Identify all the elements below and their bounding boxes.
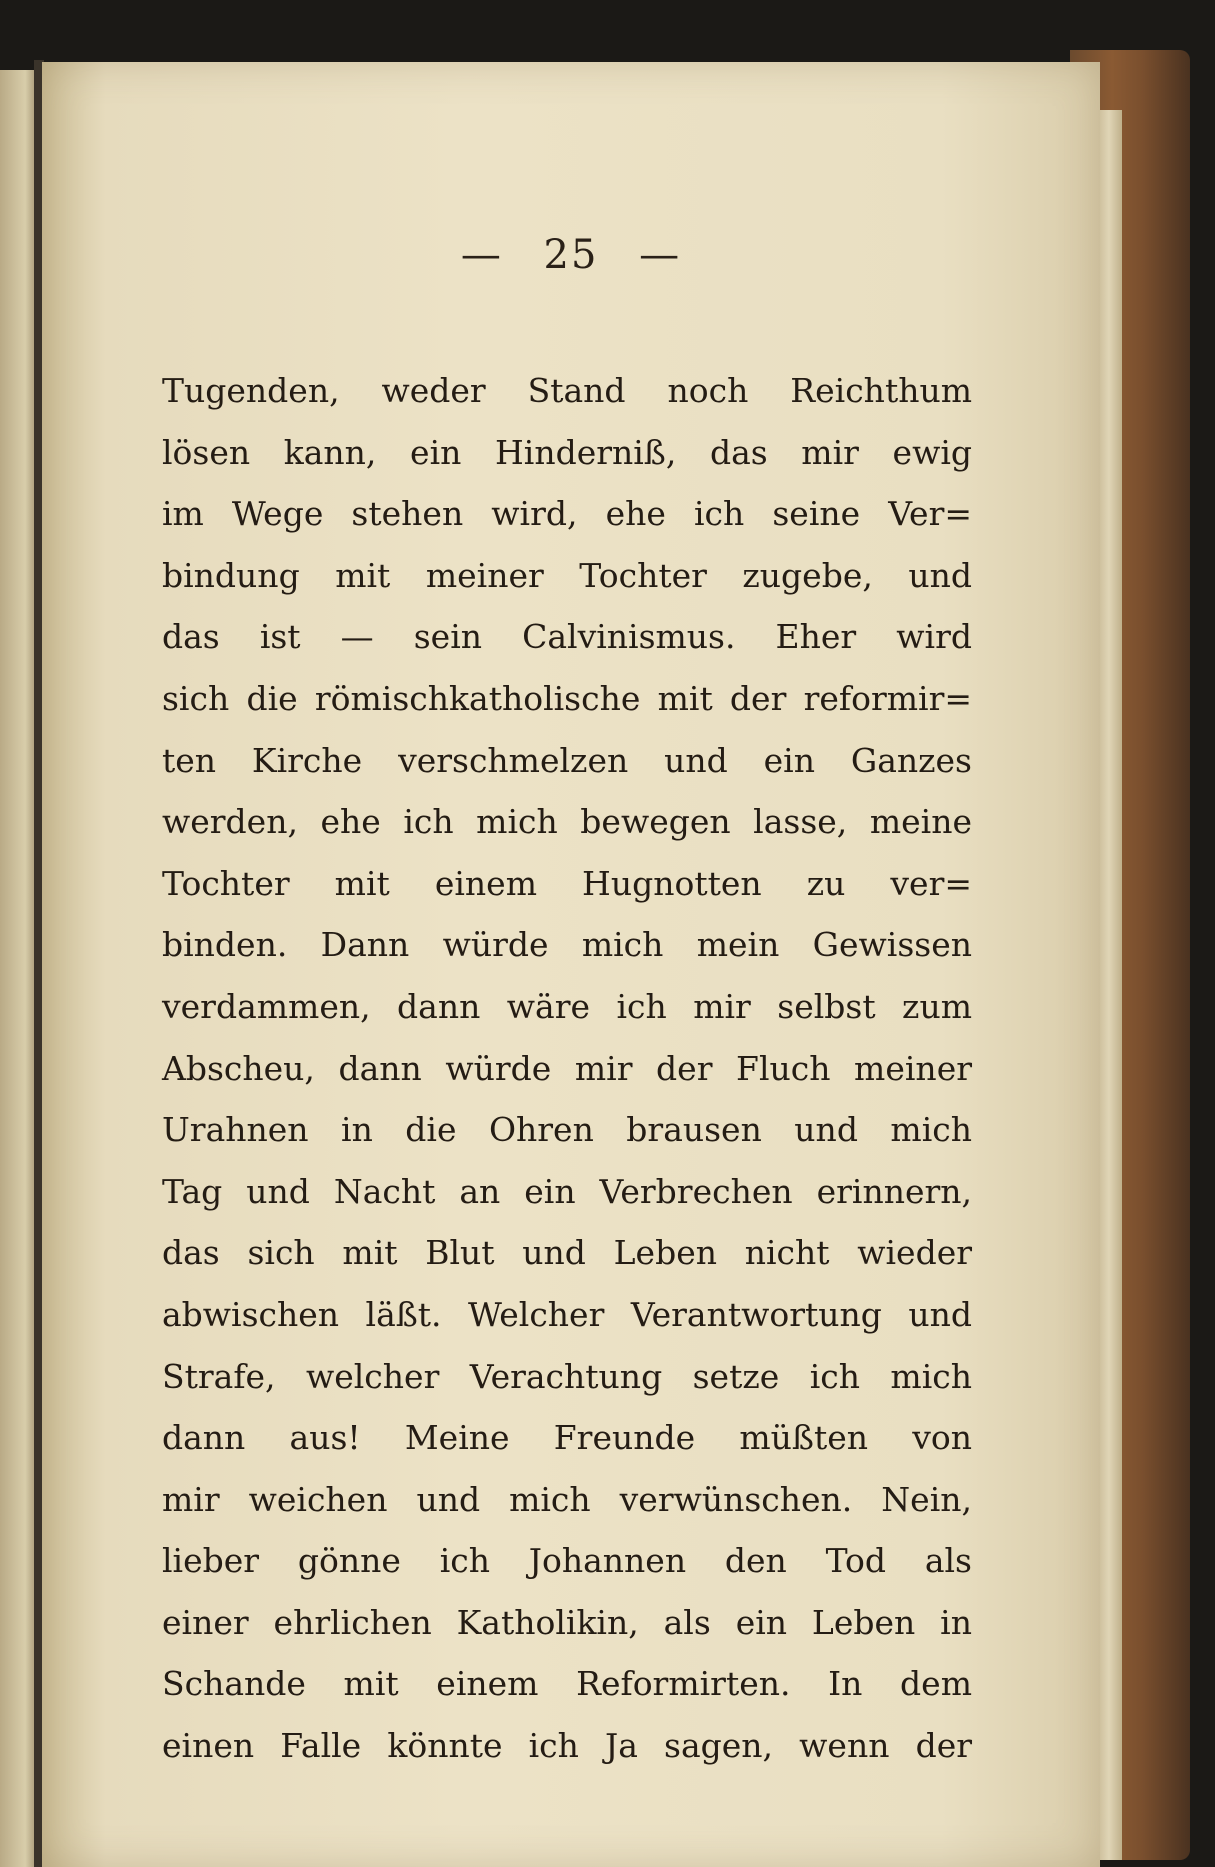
page-number: 25 bbox=[543, 232, 599, 278]
text-line: einen Falle könnte ich Ja sagen, wenn der bbox=[162, 1726, 972, 1766]
left-page-edge bbox=[0, 70, 36, 1867]
text-line: Tugenden, weder Stand noch Reichthum bbox=[162, 371, 972, 410]
page-header bbox=[42, 232, 1100, 278]
text-line: Tag und Nacht an ein Verbrechen erinnern, bbox=[162, 1171, 972, 1211]
text-line: verdammen, dann wäre ich mir selbst zum bbox=[162, 986, 972, 1026]
text-line: Abscheu, dann würde mir der Fluch meiner bbox=[162, 1048, 972, 1088]
header-dash-right: — bbox=[639, 232, 682, 278]
text-line: das ist — sein Calvinismus. Eher wird bbox=[162, 617, 972, 657]
text-line: binden. Dann würde mich mein Gewissen bbox=[162, 925, 972, 965]
text-line: mir weichen und mich verwünschen. Nein, bbox=[162, 1479, 972, 1519]
text-line: Urahnen in die Ohren brausen und mich bbox=[162, 1110, 972, 1150]
text-line: ten Kirche verschmelzen und ein Ganzes bbox=[162, 740, 972, 780]
text-line: dann aus! Meine Freunde müßten von bbox=[162, 1418, 972, 1458]
text-line: abwischen läßt. Welcher Verantwortung und bbox=[162, 1294, 972, 1334]
text-line: einer ehrlichen Katholikin, als ein Leben in bbox=[162, 1602, 972, 1642]
text-line: bindung mit meiner Tochter zugebe, und bbox=[162, 555, 972, 595]
text-line: das sich mit Blut und Leben nicht wieder bbox=[162, 1233, 972, 1273]
text-line: im Wege stehen wird, ehe ich seine Ver= bbox=[162, 494, 972, 534]
text-line: lieber gönne ich Johannen den Tod als bbox=[162, 1541, 972, 1581]
text-line: Tochter mit einem Hugnotten zu ver= bbox=[162, 863, 972, 903]
text-line: lösen kann, ein Hinderniß, das mir ewig bbox=[162, 432, 972, 472]
header-dash-left: — bbox=[460, 232, 503, 278]
text-line: Schande mit einem Reformirten. In dem bbox=[162, 1664, 972, 1704]
text-line: werden, ehe ich mich bewegen lasse, meine bbox=[162, 802, 972, 842]
text-line: sich die römischkatholische mit der reformir= bbox=[162, 678, 972, 718]
body-text bbox=[162, 360, 972, 1777]
text-line: Strafe, welcher Verachtung setze ich mich bbox=[162, 1356, 972, 1396]
page bbox=[42, 62, 1100, 1867]
